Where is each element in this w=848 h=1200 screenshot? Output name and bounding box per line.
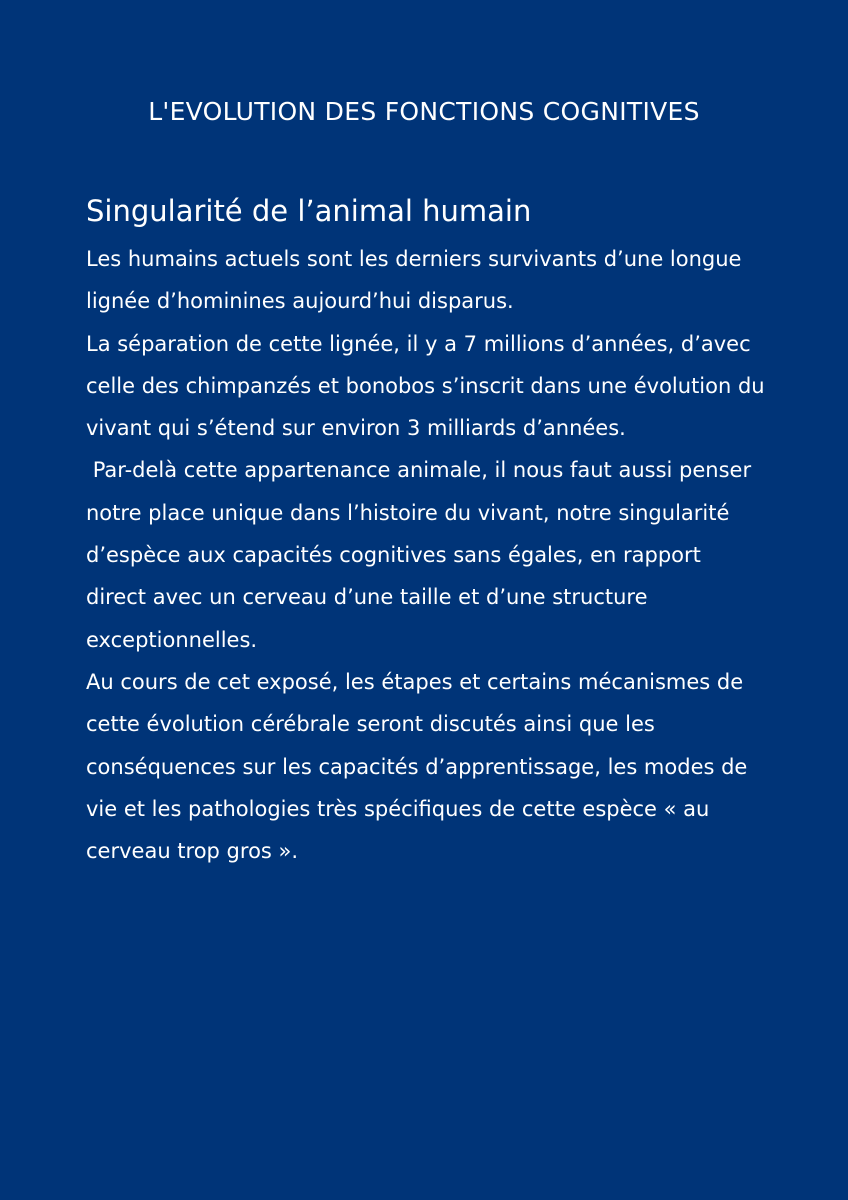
paragraph-singularity: Par-delà cette appartenance animale, il nous faut aussi penser notre place unique dans l’histoire du vivant, notre singularité d’espèce aux capacités cognitives sans égales, en rapport direct avec un cerveau d’une taille et d’une structure exceptionnelles.: [86, 458, 758, 652]
document-title: L'EVOLUTION DES FONCTIONS COGNITIVES: [148, 97, 700, 126]
paragraph-presentation: Au cours de cet exposé, les étapes et certains mécanismes de cette évolution cérébrale seront discutés ainsi que les conséquences sur les capacités d’apprentissage, les modes de vie et les pathologies très spécifiques de cette espèce « au cerveau trop gros ».: [86, 669, 748, 864]
body-text: [86, 238, 766, 872]
section-heading: Singularité de l’animal humain: [86, 194, 532, 228]
paragraph-hominines: Les humains actuels sont les derniers survivants d’une longue lignée d’hominines aujourd’hui disparus.: [86, 247, 742, 314]
paragraph-lineage-separation: La séparation de cette lignée, il y a 7 millions d’années, d’avec celle des chimpanzés et bonobos s’inscrit dans une évolution du vivant qui s’étend sur environ 3 milliards d’années.: [86, 331, 765, 441]
